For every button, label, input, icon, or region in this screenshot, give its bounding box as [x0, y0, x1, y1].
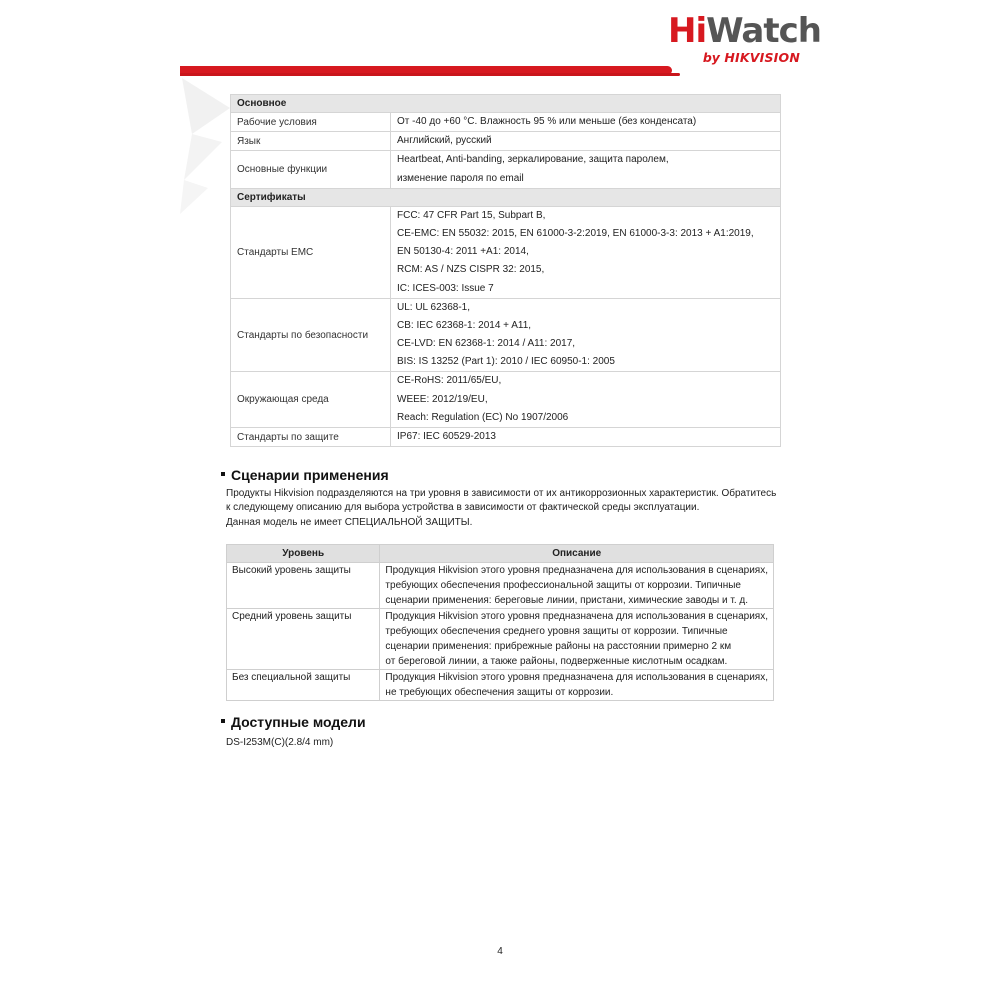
spec-value-line: RCM: AS / NZS CISPR 32: 2015, [397, 264, 545, 276]
table-header-row [227, 545, 774, 563]
header-red-line [180, 73, 680, 76]
logo-hi: Hi [668, 11, 707, 51]
spec-value-line: CE-LVD: EN 62368-1: 2014 / A11: 2017, [397, 338, 576, 350]
section-title: Основное [231, 95, 781, 113]
section-header-row [231, 188, 781, 206]
description-line: Продукция Hikvision этого уровня предназначена для использования в сценариях, [385, 672, 768, 683]
spec-key: Окружающая среда [231, 372, 391, 428]
logo-watch: Watch [706, 11, 821, 51]
spec-value [391, 206, 781, 298]
spec-value-line: CB: IEC 62368-1: 2014 + A11, [397, 319, 532, 331]
spec-row [231, 113, 781, 132]
paragraph-line: Продукты Hikvision подразделяются на три уровня в зависимости от их антикоррозионных характеристик. Обратитесь [226, 488, 777, 499]
spec-value-line: EN 50130-4: 2011 +A1: 2014, [397, 246, 529, 258]
bullet-icon [221, 472, 225, 476]
spec-key: Рабочие условия [231, 113, 391, 132]
description-line: сценарии применения: прибрежные районы на расстоянии примерно 2 км [385, 641, 732, 652]
scenarios-heading [221, 467, 389, 483]
table-row [227, 609, 774, 670]
spec-value-line: CE-RoHS: 2011/65/EU, [397, 375, 502, 387]
logo-by: by [702, 50, 720, 65]
protection-level-table [226, 544, 774, 701]
spec-value-line: CE-EMC: EN 55032: 2015, EN 61000-3-2:2019, EN 61000-3-3: 2013 + A1:2019, [397, 227, 754, 239]
table-row [227, 563, 774, 609]
spec-table [230, 94, 781, 447]
level-cell: Без специальной защиты [227, 670, 380, 701]
level-cell: Средний уровень защиты [227, 609, 380, 670]
description-line: сценарии применения: береговые линии, пристани, химические заводы и т. д. [385, 595, 749, 606]
spec-key: Язык [231, 132, 391, 151]
spec-row [231, 206, 781, 298]
column-header-level: Уровень [227, 545, 380, 563]
description-cell [380, 670, 774, 701]
description-line: от береговой линии, а также районы, подверженные кислотным осадкам. [385, 656, 728, 667]
spec-value [391, 113, 781, 132]
spec-key: Стандарты по защите [231, 428, 391, 447]
spec-row [231, 298, 781, 372]
spec-value-line: BIS: IS 13252 (Part 1): 2010 / IEC 60950-1: 2005 [397, 356, 615, 368]
spec-value-line: Reach: Regulation (EC) No 1907/2006 [397, 411, 569, 423]
spec-value-line: UL: UL 62368-1, [397, 301, 471, 313]
spec-value [391, 428, 781, 447]
paragraph-line: к следующему описанию для выбора устройства в зависимости от фактической среды эксплуатации. [226, 502, 700, 514]
description-line: требующих обеспечения профессиональной защиты от коррозии. Типичные [385, 580, 741, 591]
spec-value-line: От -40 до +60 °C. Влажность 95 % или меньше (без конденсата) [397, 116, 697, 127]
logo-brand: HIKVISION [724, 50, 800, 65]
spec-value [391, 298, 781, 372]
spec-value [391, 372, 781, 428]
logo-wordmark [668, 11, 821, 51]
description-line: требующих обеспечения среднего уровня защиты от коррозии. Типичные [385, 626, 728, 637]
column-header-description: Описание [380, 545, 774, 563]
models-heading [221, 714, 366, 730]
spec-key: Стандарты по безопасности [231, 298, 391, 372]
table-row [227, 670, 774, 701]
section-title: Сертификаты [231, 188, 781, 206]
spec-value-line: изменение пароля по email [397, 172, 524, 184]
hiwatch-logo [668, 11, 821, 65]
bullet-icon [221, 719, 225, 723]
spec-row [231, 372, 781, 428]
models-title: Доступные модели [231, 714, 366, 730]
spec-value [391, 151, 781, 188]
spec-value [391, 132, 781, 151]
description-line: Продукция Hikvision этого уровня предназначена для использования в сценариях, [385, 565, 768, 576]
logo-byline [668, 51, 800, 65]
description-line: Продукция Hikvision этого уровня предназначена для использования в сценариях, [385, 611, 768, 622]
level-cell: Высокий уровень защиты [227, 563, 380, 609]
model-name: DS-I253M(C)(2.8/4 mm) [226, 737, 334, 748]
spec-value-line: IC: ICES-003: Issue 7 [397, 282, 494, 294]
page-number: 4 [497, 946, 503, 957]
spec-value-line: WEEE: 2012/19/EU, [397, 393, 488, 405]
scenarios-paragraph [226, 487, 786, 530]
spec-value-line: Английский, русский [397, 135, 492, 147]
spec-key: Основные функции [231, 151, 391, 188]
spec-key: Стандарты EMC [231, 206, 391, 298]
decorative-watermark [178, 76, 234, 216]
spec-value-line: IP67: IEC 60529-2013 [397, 431, 496, 442]
spec-row [231, 132, 781, 151]
description-line: не требующих обеспечения защиты от коррозии. [385, 687, 614, 698]
spec-value-line: Heartbeat, Anti-banding, зеркалирование, защита паролем, [397, 154, 669, 166]
section-header-row [231, 95, 781, 113]
scenarios-title: Сценарии применения [231, 467, 389, 483]
description-cell [380, 609, 774, 670]
description-cell [380, 563, 774, 609]
spec-value-line: FCC: 47 CFR Part 15, Subpart B, [397, 209, 546, 221]
spec-row [231, 428, 781, 447]
spec-row [231, 151, 781, 188]
paragraph-line: Данная модель не имеет СПЕЦИАЛЬНОЙ ЗАЩИТЫ. [226, 516, 473, 528]
